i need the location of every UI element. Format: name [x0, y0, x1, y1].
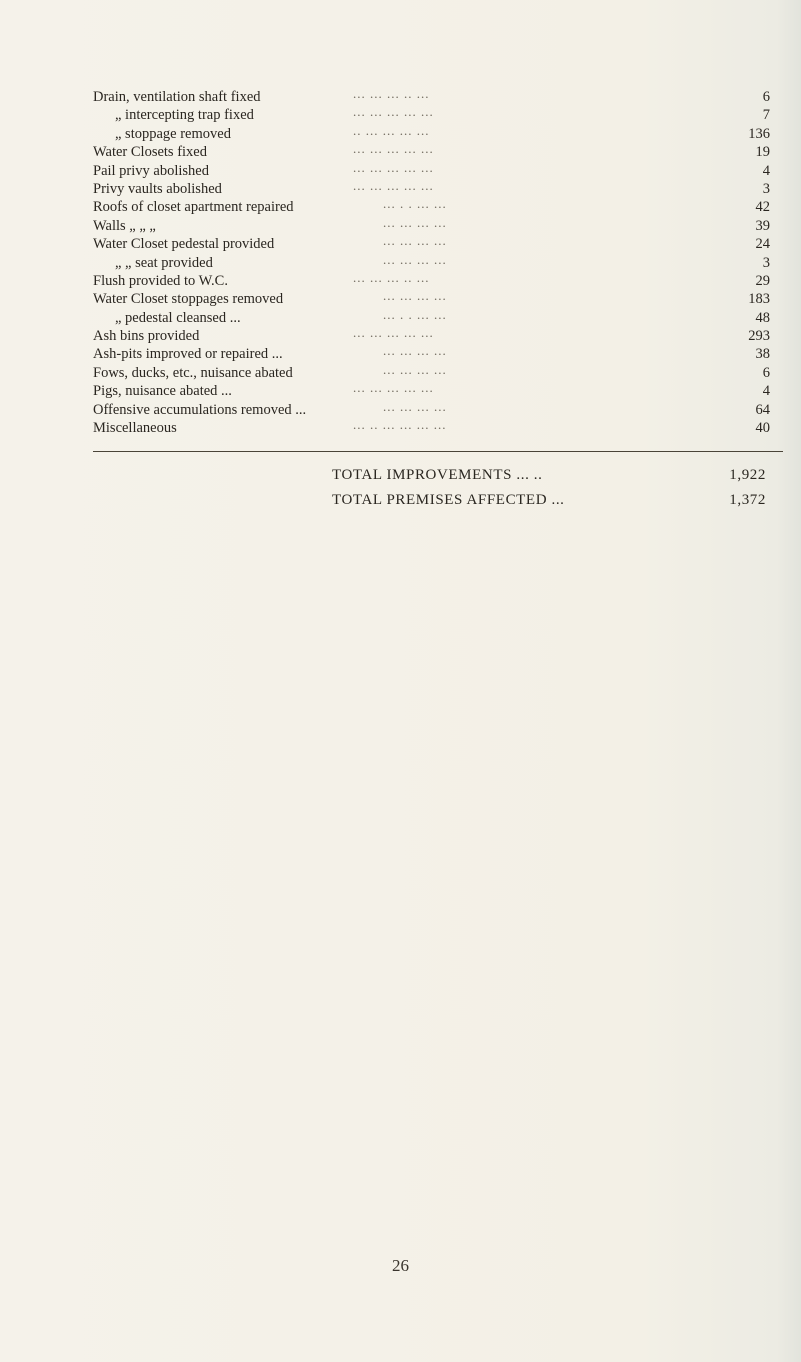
- total-label: TOTAL PREMISES AFFECTED ...: [332, 492, 565, 508]
- leader-dots: ... ... ... ...: [383, 214, 447, 230]
- item-label: Water Closet pedestal provided: [93, 236, 275, 253]
- improvements-list: [93, 88, 770, 437]
- item-label: Privy vaults abolished: [93, 180, 222, 197]
- item-value: 183: [748, 291, 770, 308]
- item-value: 3: [762, 254, 770, 271]
- leader-dots: .. ... ... ... ...: [353, 122, 430, 138]
- item-value: 4: [762, 162, 770, 179]
- leader-dots: ... ... ... ... ...: [353, 380, 434, 396]
- leader-dots: ... ... ... ... ...: [353, 159, 434, 175]
- item-value: 64: [755, 401, 770, 418]
- item-value: 7: [762, 107, 770, 124]
- page-number: 26: [392, 1256, 409, 1275]
- leader-dots: ... ... ... ... ...: [353, 325, 434, 341]
- leader-dots: ... ... ... ... ...: [353, 177, 434, 193]
- item-value: 39: [755, 217, 770, 234]
- item-label: Ash bins provided: [93, 328, 200, 345]
- total-row: [332, 488, 772, 513]
- item-value: 40: [755, 420, 770, 437]
- item-value: 24: [755, 236, 770, 253]
- leader-dots: ... ... ... ... ...: [353, 141, 434, 157]
- item-label: Roofs of closet apartment repaired: [93, 199, 294, 216]
- total-label: TOTAL IMPROVEMENTS ... ..: [332, 467, 543, 483]
- item-value: 48: [755, 309, 770, 326]
- list-item: [93, 106, 770, 124]
- item-value: 4: [762, 383, 770, 400]
- item-label: Offensive accumulations removed ...: [93, 401, 307, 418]
- item-value: 29: [755, 272, 770, 289]
- item-value: 3: [762, 180, 770, 197]
- item-label: Fows, ducks, etc., nuisance abated: [93, 364, 293, 381]
- item-label: Ash-pits improved or repaired ...: [93, 346, 283, 363]
- item-label: „ „ seat provided: [115, 254, 213, 271]
- leader-dots: ... ... ... ...: [383, 251, 447, 267]
- item-label: Miscellaneous: [93, 420, 177, 437]
- item-value: 6: [762, 364, 770, 381]
- item-value: 19: [755, 144, 770, 161]
- item-label: Pail privy abolished: [93, 162, 209, 179]
- leader-dots: ... .. ... ... ... ...: [353, 417, 447, 433]
- list-item: [93, 419, 770, 437]
- item-label: Drain, ventilation shaft fixed: [93, 89, 261, 105]
- item-label: „ pedestal cleansed ...: [115, 309, 241, 326]
- leader-dots: ... ... ... ...: [383, 398, 447, 414]
- item-label: „ intercepting trap fixed: [115, 107, 254, 124]
- total-row: [332, 463, 772, 488]
- leader-dots: ... ... ... ...: [383, 233, 447, 249]
- leader-dots: ... ... ... ...: [383, 343, 447, 359]
- leader-dots: ... ... ... ... ...: [353, 104, 434, 120]
- leader-dots: ... ... ... ...: [383, 361, 447, 377]
- item-value: 136: [748, 125, 770, 142]
- item-value: 293: [748, 328, 770, 345]
- item-value: 6: [762, 89, 770, 105]
- leader-dots: ... ... ... .. ...: [353, 86, 430, 101]
- item-label: Flush provided to W.C.: [93, 272, 228, 289]
- total-value: 1,922: [729, 467, 766, 483]
- item-label: Walls „ „ „: [93, 217, 156, 234]
- item-label: „ stoppage removed: [115, 125, 231, 142]
- item-label: Pigs, nuisance abated ...: [93, 383, 232, 400]
- leader-dots: ... . . ... ...: [383, 306, 447, 322]
- leader-dots: ... . . ... ...: [383, 196, 447, 212]
- item-value: 42: [755, 199, 770, 216]
- item-label: Water Closets fixed: [93, 144, 207, 161]
- totals-block: [332, 463, 772, 513]
- divider: [93, 451, 783, 452]
- item-value: 38: [755, 346, 770, 363]
- leader-dots: ... ... ... ...: [383, 288, 447, 304]
- item-label: Water Closet stoppages removed: [93, 291, 284, 308]
- list-item: [93, 251, 770, 272]
- leader-dots: ... ... ... .. ...: [353, 269, 430, 285]
- total-value: 1,372: [729, 492, 766, 508]
